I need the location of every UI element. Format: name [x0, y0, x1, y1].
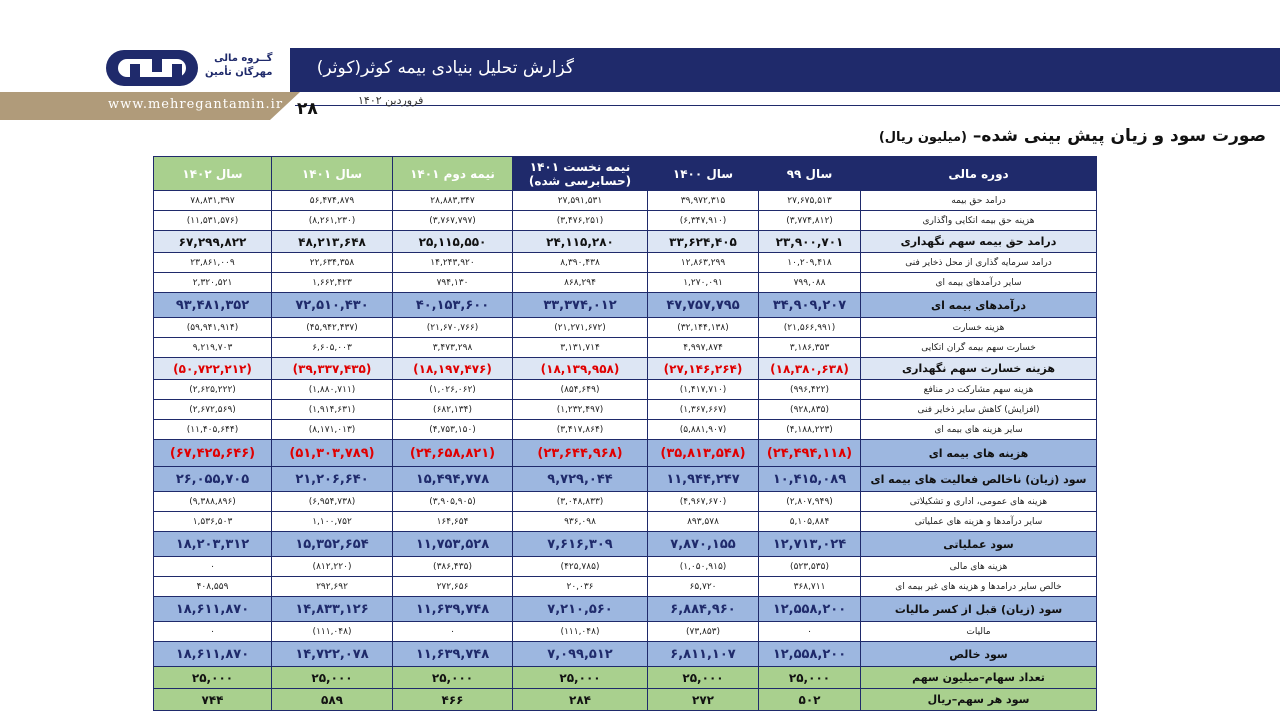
table-cell: (۸,۲۶۱,۲۳۰)	[272, 211, 393, 231]
header-year-1400: سال ۱۴۰۰	[648, 157, 759, 191]
table-cell: (۲,۶۲۵,۲۲۲)	[154, 380, 272, 400]
table-row	[154, 191, 1097, 211]
table-cell: ۵,۱۰۵,۸۸۴	[759, 512, 861, 532]
table-cell: ۱۰,۴۱۵,۰۸۹	[759, 467, 861, 492]
table-cell: (۱,۴۱۷,۷۱۰)	[648, 380, 759, 400]
table-cell: ۱۴,۸۳۳,۱۲۶	[272, 597, 393, 622]
table-cell: (۱۸,۱۹۷,۴۷۶)	[393, 358, 513, 380]
table-cell: ۳۹,۹۷۲,۳۱۵	[648, 191, 759, 211]
table-cell: ۲۷,۵۹۱,۵۳۱	[513, 191, 648, 211]
table-cell: ۲۳,۸۶۱,۰۰۹	[154, 253, 272, 273]
table-cell: ۲۵,۱۱۵,۵۵۰	[393, 231, 513, 253]
table-cell: ۷۹۹,۰۸۸	[759, 273, 861, 293]
table-row	[154, 253, 1097, 273]
table-cell: ۴,۹۹۷,۸۷۴	[648, 338, 759, 358]
table-cell: (۲۴,۴۹۴,۱۱۸)	[759, 440, 861, 467]
table-cell: ۳۳,۳۷۴,۰۱۲	[513, 293, 648, 318]
table-cell: (۳,۷۶۷,۷۹۷)	[393, 211, 513, 231]
table-cell: ۸۶۸,۲۹۴	[513, 273, 648, 293]
table-cell: ۷,۲۱۰,۵۶۰	[513, 597, 648, 622]
table-cell: ۷۴۴	[154, 689, 272, 711]
header-year-1402: سال ۱۴۰۲	[154, 157, 272, 191]
table-cell: ۳,۱۸۶,۳۵۳	[759, 338, 861, 358]
table-cell: ۲۵,۰۰۰	[759, 667, 861, 689]
table-cell: (۱۱,۴۰۵,۶۴۴)	[154, 420, 272, 440]
table-cell: (۲۱,۲۷۱,۶۷۲)	[513, 318, 648, 338]
table-cell: (۳,۹۰۵,۹۰۵)	[393, 492, 513, 512]
table-cell: ۲۲,۶۳۴,۳۵۸	[272, 253, 393, 273]
row-label: سایر هزینه های بیمه ای	[861, 420, 1097, 440]
website-url[interactable]: www.mehregantamin.ir	[108, 97, 284, 112]
table-cell: ۳۴,۹۰۹,۲۰۷	[759, 293, 861, 318]
table-cell: (۹۲۸,۸۳۵)	[759, 400, 861, 420]
table-cell: ۸۹۳,۵۷۸	[648, 512, 759, 532]
table-row	[154, 231, 1097, 253]
table-cell: ۶,۸۱۱,۱۰۷	[648, 642, 759, 667]
table-cell: ۴۰,۱۵۳,۶۰۰	[393, 293, 513, 318]
row-label: سود (زیان) قبل از کسر مالیات	[861, 597, 1097, 622]
table-row	[154, 512, 1097, 532]
table-header-row	[154, 157, 1097, 191]
row-label: درامد حق بیمه سهم نگهداری	[861, 231, 1097, 253]
table-cell: (۵۱,۳۰۳,۷۸۹)	[272, 440, 393, 467]
table-row	[154, 642, 1097, 667]
header-audited-label: (حسابرسی شده)	[528, 173, 632, 188]
table-row	[154, 318, 1097, 338]
table-cell: (۴۲۵,۷۸۵)	[513, 557, 648, 577]
table-cell: (۳,۷۷۴,۸۱۲)	[759, 211, 861, 231]
table-cell: (۴,۷۵۳,۱۵۰)	[393, 420, 513, 440]
table-cell: (۲۷,۱۴۶,۲۶۴)	[648, 358, 759, 380]
table-cell: ۱۲,۷۱۳,۰۲۴	[759, 532, 861, 557]
table-cell: ۲۴,۱۱۵,۲۸۰	[513, 231, 648, 253]
table-cell: ۰	[393, 622, 513, 642]
table-cell: ۱,۱۰۰,۷۵۲	[272, 512, 393, 532]
table-cell: ۱۲,۵۵۸,۲۰۰	[759, 642, 861, 667]
table-cell: (۲۱,۵۶۶,۹۹۱)	[759, 318, 861, 338]
table-cell: ۷۲,۵۱۰,۴۳۰	[272, 293, 393, 318]
table-cell: ۱۱,۶۳۹,۷۴۸	[393, 642, 513, 667]
table-cell: ۱۵,۳۵۲,۶۵۴	[272, 532, 393, 557]
report-title: گزارش تحلیل بنیادی بیمه کوثر(کوثر)	[316, 58, 574, 78]
table-cell: ۲۷۲,۶۵۶	[393, 577, 513, 597]
row-label: سود خالص	[861, 642, 1097, 667]
table-cell: (۱,۲۳۲,۴۹۷)	[513, 400, 648, 420]
table-cell: ۵۰۲	[759, 689, 861, 711]
table-cell: ۱۲,۵۵۸,۲۰۰	[759, 597, 861, 622]
table-cell: (۸۱۲,۲۲۰)	[272, 557, 393, 577]
table-cell: (۳۸۶,۴۳۵)	[393, 557, 513, 577]
table-cell: (۱,۳۶۷,۶۶۷)	[648, 400, 759, 420]
table-cell: (۲,۸۰۷,۹۴۹)	[759, 492, 861, 512]
table-cell: (۲۳,۶۴۴,۹۶۸)	[513, 440, 648, 467]
table-cell: ۶۵,۷۲۰	[648, 577, 759, 597]
table-cell: (۲۱,۶۷۰,۷۶۶)	[393, 318, 513, 338]
table-row	[154, 467, 1097, 492]
table-cell: (۵۰,۷۲۲,۲۱۲)	[154, 358, 272, 380]
row-label: هزینه سهم مشارکت در منافع	[861, 380, 1097, 400]
table-cell: (۳,۰۴۸,۸۳۳)	[513, 492, 648, 512]
table-cell: ۹,۷۲۹,۰۴۴	[513, 467, 648, 492]
table-cell: (۵,۸۸۱,۹۰۷)	[648, 420, 759, 440]
row-label: سایر درآمدها و هزینه های عملیاتی	[861, 512, 1097, 532]
table-cell: ۱۸,۶۱۱,۸۷۰	[154, 642, 272, 667]
table-cell: ۱۴,۲۴۳,۹۲۰	[393, 253, 513, 273]
table-cell: ۲۵,۰۰۰	[393, 667, 513, 689]
table-cell: (۱۸,۳۸۰,۶۳۸)	[759, 358, 861, 380]
table-cell: (۱,۸۸۰,۷۱۱)	[272, 380, 393, 400]
table-cell: (۹,۳۸۸,۸۹۶)	[154, 492, 272, 512]
table-cell: ۱۰,۲۰۹,۴۱۸	[759, 253, 861, 273]
table-cell: ۱۲,۸۶۳,۲۹۹	[648, 253, 759, 273]
table-cell: (۱,۰۲۶,۰۶۲)	[393, 380, 513, 400]
header-first-half-1401	[513, 157, 648, 191]
table-cell: ۲۸۴	[513, 689, 648, 711]
table-row	[154, 689, 1097, 711]
table-cell: ۲۶,۰۵۵,۷۰۵	[154, 467, 272, 492]
table-row	[154, 492, 1097, 512]
table-cell: ۴۶۶	[393, 689, 513, 711]
table-row	[154, 667, 1097, 689]
row-label: درآمدهای بیمه ای	[861, 293, 1097, 318]
row-label: مالیات	[861, 622, 1097, 642]
table-cell: (۷۳,۸۵۳)	[648, 622, 759, 642]
table-cell: ۷,۸۷۰,۱۵۵	[648, 532, 759, 557]
header-period: دوره مالی	[861, 157, 1097, 191]
table-cell: ۴۷,۷۵۷,۷۹۵	[648, 293, 759, 318]
table-cell: ۴۰۸,۵۵۹	[154, 577, 272, 597]
table-cell: ۲۵,۰۰۰	[513, 667, 648, 689]
table-row	[154, 338, 1097, 358]
table-cell: (۳۹,۳۳۷,۴۳۵)	[272, 358, 393, 380]
table-cell: ۹۳۶,۰۹۸	[513, 512, 648, 532]
header-year-99: سال ۹۹	[759, 157, 861, 191]
income-statement-table	[153, 156, 1097, 711]
header-divider	[295, 105, 1280, 106]
header-year-1401: سال ۱۴۰۱	[272, 157, 393, 191]
table-cell: (۴۵,۹۴۲,۴۳۷)	[272, 318, 393, 338]
row-label: سود عملیاتی	[861, 532, 1097, 557]
table-cell: ۳,۴۷۳,۲۹۸	[393, 338, 513, 358]
row-label: هزینه های مالی	[861, 557, 1097, 577]
table-cell: ۴۸,۲۱۳,۶۴۸	[272, 231, 393, 253]
table-cell: ۲۷,۶۷۵,۵۱۳	[759, 191, 861, 211]
table-cell: ۱۱,۶۳۹,۷۴۸	[393, 597, 513, 622]
table-cell: ۲۳,۹۰۰,۷۰۱	[759, 231, 861, 253]
table-row	[154, 577, 1097, 597]
table-cell: (۴,۱۸۸,۲۲۳)	[759, 420, 861, 440]
table-row	[154, 597, 1097, 622]
table-cell: (۲۴,۶۵۸,۸۲۱)	[393, 440, 513, 467]
header-first-half-label: نیمه نخست ۱۴۰۱	[529, 159, 631, 174]
table-cell: ۳۶۸,۷۱۱	[759, 577, 861, 597]
table-cell: ۲۵,۰۰۰	[154, 667, 272, 689]
table-cell: ۸,۳۹۰,۴۳۸	[513, 253, 648, 273]
table-row	[154, 440, 1097, 467]
table-cell: ۶,۶۰۵,۰۰۳	[272, 338, 393, 358]
table-cell: ۱۴,۷۲۲,۰۷۸	[272, 642, 393, 667]
table-cell: ۱۵,۴۹۴,۷۷۸	[393, 467, 513, 492]
logo-text-line1: گــروه مالی	[214, 53, 273, 64]
table-cell: ۷۹۴,۱۳۰	[393, 273, 513, 293]
table-cell: (۹۹۶,۴۲۲)	[759, 380, 861, 400]
table-cell: ۹,۲۱۹,۷۰۳	[154, 338, 272, 358]
row-label: درامد حق بیمه	[861, 191, 1097, 211]
table-cell: (۸۵۴,۶۴۹)	[513, 380, 648, 400]
row-label: سود هر سهم–ریال	[861, 689, 1097, 711]
row-label: تعداد سهام–میلیون سهم	[861, 667, 1097, 689]
logo-text	[205, 52, 272, 80]
table-cell: ۲۹۲,۶۹۲	[272, 577, 393, 597]
row-label: سایر درآمدهای بیمه ای	[861, 273, 1097, 293]
table-row	[154, 532, 1097, 557]
table-cell: ۲۸,۸۸۳,۳۴۷	[393, 191, 513, 211]
table-cell: (۶۷,۴۲۵,۶۴۶)	[154, 440, 272, 467]
table-cell: (۱۸,۱۳۹,۹۵۸)	[513, 358, 648, 380]
table-cell: ۲۷۲	[648, 689, 759, 711]
table-cell: ۶,۸۸۴,۹۶۰	[648, 597, 759, 622]
table-cell: (۸,۱۷۱,۰۱۳)	[272, 420, 393, 440]
table-row	[154, 273, 1097, 293]
company-logo-icon	[104, 46, 200, 90]
logo-text-line2: مهرگان تأمین	[205, 67, 273, 78]
table-cell: ۷,۶۱۶,۳۰۹	[513, 532, 648, 557]
table-cell: (۵۹,۹۴۱,۹۱۴)	[154, 318, 272, 338]
table-cell: ۷,۰۹۹,۵۱۲	[513, 642, 648, 667]
table-cell: (۵۲۳,۵۳۵)	[759, 557, 861, 577]
table-cell: ۱,۵۳۶,۵۰۳	[154, 512, 272, 532]
row-label: هزینه حق بیمه اتکایی واگذاری	[861, 211, 1097, 231]
table-cell: ۲۵,۰۰۰	[272, 667, 393, 689]
table-cell: (۳۵,۸۱۳,۵۴۸)	[648, 440, 759, 467]
table-cell: (۲,۶۷۲,۵۶۹)	[154, 400, 272, 420]
table-cell: ۵۸۹	[272, 689, 393, 711]
table-cell: ۹۳,۴۸۱,۳۵۲	[154, 293, 272, 318]
report-period: فروردین ۱۴۰۲	[358, 94, 424, 107]
table-cell: (۱,۹۱۴,۶۳۱)	[272, 400, 393, 420]
table-cell: ۰	[154, 622, 272, 642]
table-cell: ۳۳,۶۲۴,۴۰۵	[648, 231, 759, 253]
page-title	[879, 126, 1266, 146]
page-number: ۲۸	[297, 99, 318, 119]
table-row	[154, 358, 1097, 380]
table-cell: ۲,۳۲۰,۵۲۱	[154, 273, 272, 293]
table-cell: ۱,۲۷۰,۰۹۱	[648, 273, 759, 293]
table-cell: ۱,۶۶۲,۴۲۳	[272, 273, 393, 293]
table-cell: ۲۱,۲۰۶,۶۴۰	[272, 467, 393, 492]
header-second-half-1401: نیمه دوم ۱۴۰۱	[393, 157, 513, 191]
table-cell: (۶,۳۴۷,۹۱۰)	[648, 211, 759, 231]
table-row	[154, 293, 1097, 318]
table-cell: (۱,۰۵۰,۹۱۵)	[648, 557, 759, 577]
table-cell: ۵۶,۴۷۴,۸۷۹	[272, 191, 393, 211]
table-cell: ۱۸,۶۱۱,۸۷۰	[154, 597, 272, 622]
table-cell: ۷۸,۸۳۱,۳۹۷	[154, 191, 272, 211]
table-cell: ۱۶۴,۶۵۴	[393, 512, 513, 532]
table-row	[154, 622, 1097, 642]
table-cell: ۱۱,۹۴۴,۲۴۷	[648, 467, 759, 492]
row-label: هزینه خسارت	[861, 318, 1097, 338]
row-label: درامد سرمایه گذاری از محل ذخایر فنی	[861, 253, 1097, 273]
table-cell: (۳,۴۷۶,۲۵۱)	[513, 211, 648, 231]
table-body	[154, 191, 1097, 711]
table-cell: ۱۸,۲۰۳,۳۱۲	[154, 532, 272, 557]
table-cell: (۳۲,۱۴۴,۱۳۸)	[648, 318, 759, 338]
row-label: خسارت سهم بیمه گران اتکایی	[861, 338, 1097, 358]
row-label: هزینه های بیمه ای	[861, 440, 1097, 467]
table-row	[154, 211, 1097, 231]
row-label: خالص سایر درامدها و هزینه های غیر بیمه ای	[861, 577, 1097, 597]
table-cell: (۱۱۱,۰۴۸)	[272, 622, 393, 642]
table-cell: ۳,۱۳۱,۷۱۴	[513, 338, 648, 358]
table-row	[154, 420, 1097, 440]
table-cell: (۱۱,۵۳۱,۵۷۶)	[154, 211, 272, 231]
row-label: هزینه های عمومی، اداری و تشکیلاتی	[861, 492, 1097, 512]
table-row	[154, 380, 1097, 400]
page-title-unit: (میلیون ریال)	[878, 130, 967, 145]
table-row	[154, 557, 1097, 577]
table-cell: ۰	[154, 557, 272, 577]
table-cell: ۶۷,۲۹۹,۸۲۲	[154, 231, 272, 253]
table-cell: (۶,۹۵۴,۷۳۸)	[272, 492, 393, 512]
page-title-text: صورت سود و زیان پیش بینی شده–	[972, 126, 1266, 146]
row-label: هزینه خسارت سهم نگهداری	[861, 358, 1097, 380]
table-cell: ۱۱,۷۵۳,۵۲۸	[393, 532, 513, 557]
table-cell: (۶۸۲,۱۳۴)	[393, 400, 513, 420]
table-cell: (۳,۴۱۷,۸۶۴)	[513, 420, 648, 440]
table-cell: ۲۵,۰۰۰	[648, 667, 759, 689]
table-cell: ۰	[759, 622, 861, 642]
table-cell: ۲۰,۰۳۶	[513, 577, 648, 597]
table-row	[154, 400, 1097, 420]
table-cell: (۱۱۱,۰۴۸)	[513, 622, 648, 642]
row-label: سود (زیان) ناخالص فعالیت های بیمه ای	[861, 467, 1097, 492]
row-label: (افزایش) کاهش سایر ذخایر فنی	[861, 400, 1097, 420]
table-cell: (۴,۹۶۷,۶۷۰)	[648, 492, 759, 512]
